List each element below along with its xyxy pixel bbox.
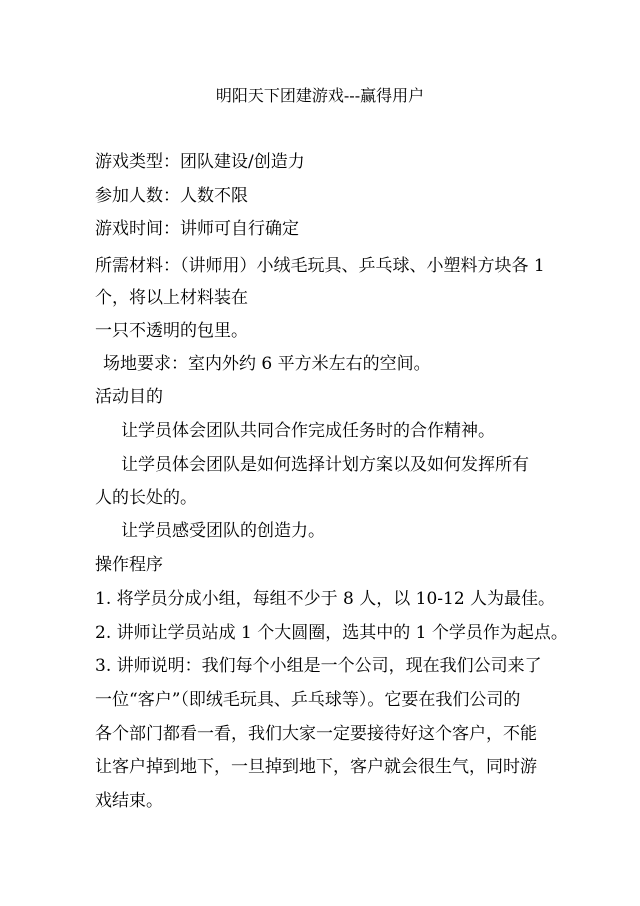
procedure-step-3: 3. 讲师说明：我们每个小组是一个公司，现在我们公司来了 xyxy=(95,656,542,676)
procedure-step-3-cont1: 一位“客户”（即绒毛玩具、乒乓球等）。它要在我们公司的 xyxy=(95,690,521,710)
procedure-step-3-cont4: 戏结束。 xyxy=(95,791,163,811)
materials-line-cont: 个，将以上材料装在 xyxy=(95,288,248,308)
procedure-step-3-cont2: 各个部门都看一看，我们大家一定要接待好这个客户，不能 xyxy=(95,724,537,744)
procedure-step-3-cont3: 让客户掉到地下，一旦掉到地下，客户就会很生气，同时游 xyxy=(95,757,537,777)
procedure-step-2: 2. 讲师让学员站成 1 个大圆圈，选其中的 1 个学员作为起点。 xyxy=(95,623,568,643)
procedure-step-1: 1. 将学员分成小组，每组不少于 8 人，以 10-12 人为最佳。 xyxy=(95,589,556,609)
document-title: 明阳天下团建游戏---赢得用户 xyxy=(215,86,425,105)
objective-2: 让学员体会团队是如何选择计划方案以及如何发挥所有 xyxy=(121,455,529,475)
objective-1: 让学员体会团队共同合作完成任务时的合作精神。 xyxy=(121,421,495,441)
materials-line: 所需材料：（讲师用）小绒毛玩具、乒乓球、小塑料方块各 1 xyxy=(95,256,545,276)
game-type-line: 游戏类型：团队建设/创造力 xyxy=(95,152,305,172)
venue-line: 场地要求：室内外约 6 平方米左右的空间。 xyxy=(103,354,431,374)
objective-3: 让学员感受团队的创造力。 xyxy=(121,521,325,541)
objectives-heading: 活动目的 xyxy=(95,387,163,407)
participants-line: 参加人数：人数不限 xyxy=(95,186,248,206)
game-time-line: 游戏时间：讲师可自行确定 xyxy=(95,219,299,239)
objective-2-cont: 人的长处的。 xyxy=(95,488,197,508)
materials-line-cont2: 一只不透明的包里。 xyxy=(95,321,248,341)
procedure-heading: 操作程序 xyxy=(95,555,163,575)
